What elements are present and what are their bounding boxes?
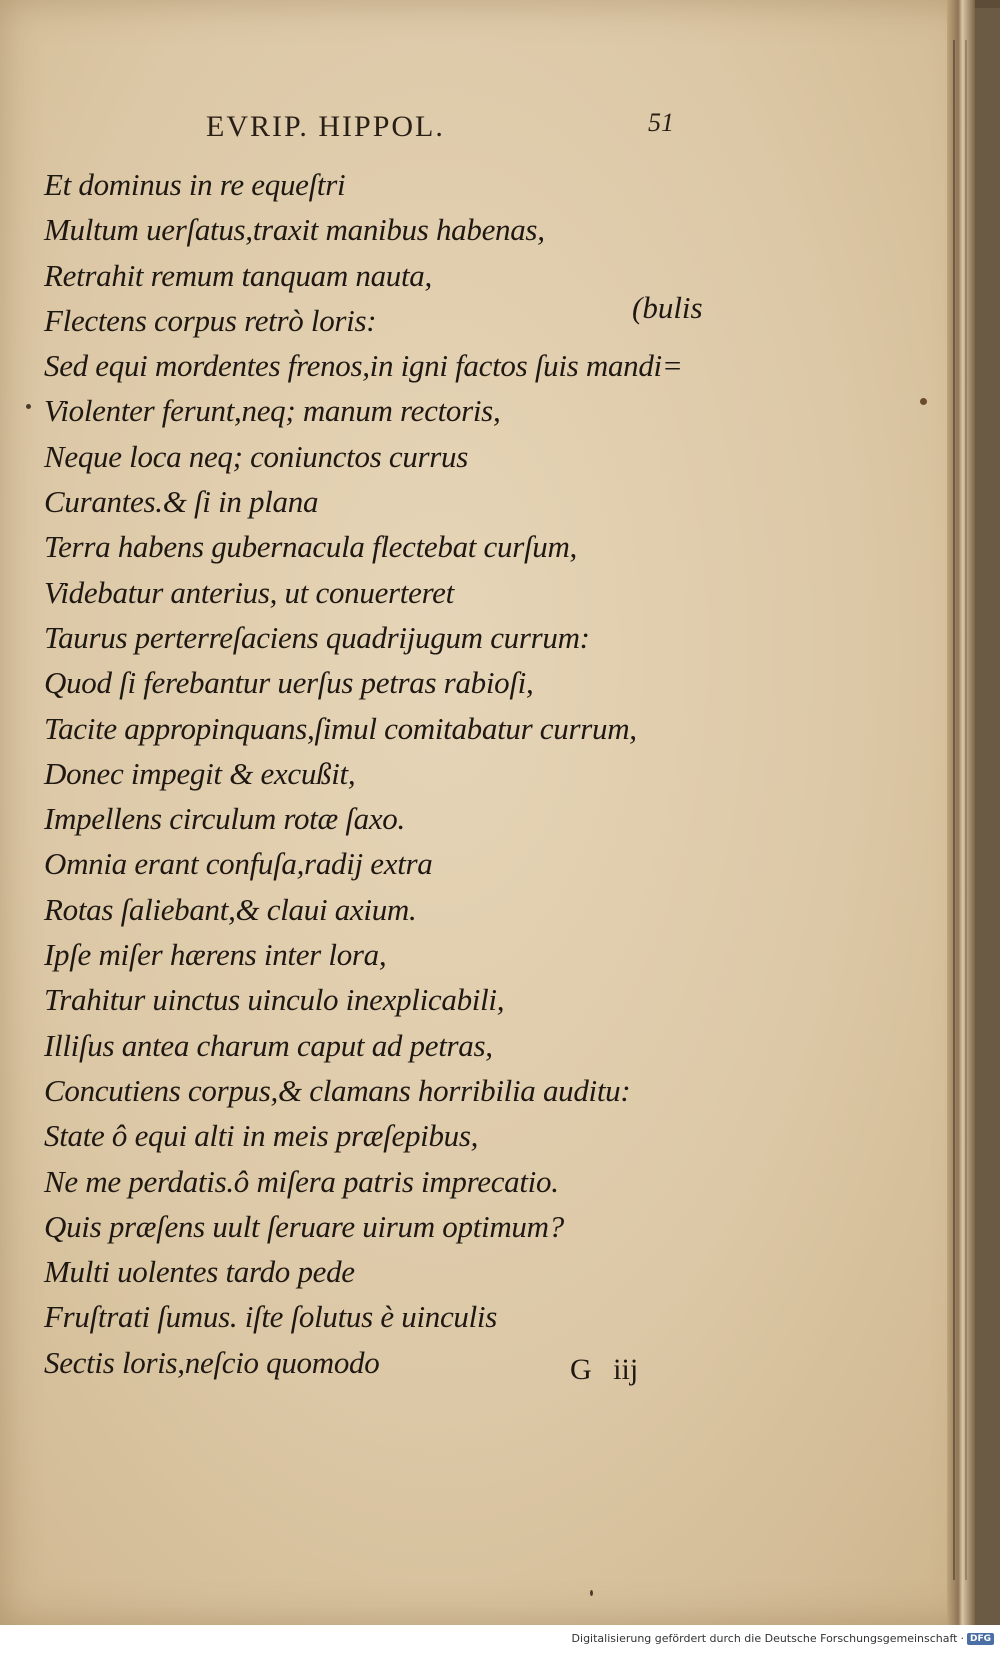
- verse-line: Rotas ſaliebant,& claui axium.: [44, 891, 417, 927]
- footer-credit: [572, 1632, 994, 1645]
- footer-credit-text: Digitalisierung gefördert durch die Deutsche Forschungsgemeinschaft: [571, 1632, 958, 1645]
- verse-line: Sectis loris,neſcio quomodo: [44, 1344, 380, 1380]
- verse-line: Curantes.& ſi in plana: [44, 484, 319, 520]
- verse-line: Illiſus antea charum caput ad petras,: [44, 1027, 493, 1063]
- verse-line: Tacite appropinquans,ſimul comitabatur currum,: [44, 710, 637, 746]
- margin-note: (bulis: [632, 290, 703, 325]
- verse-line: Fruſtrati ſumus. iſte ſolutus è uinculis: [44, 1299, 498, 1335]
- page-edge-lines: [953, 40, 967, 1580]
- verse-line: Terra habens gubernacula flectebat curſum,: [44, 529, 578, 565]
- footer-separator: ·: [960, 1632, 964, 1645]
- signature-mark: G iij: [570, 1353, 639, 1386]
- verse-line: Violenter ferunt,neq; manum rectoris,: [44, 393, 501, 429]
- verse-line: Sed equi mordentes frenos,in igni factos ſuis mandi=: [44, 348, 683, 384]
- verse-line: Quod ſi ferebantur uerſus petras rabioſi,: [44, 665, 534, 701]
- ink-speck: [920, 398, 927, 405]
- verse-line: Quis præſens uult ſeruare uirum optimum?: [44, 1208, 564, 1244]
- verse-line: Trahitur uinctus uinculo inexplicabili,: [44, 982, 505, 1018]
- verse-line: Donec impegit & excußit,: [44, 755, 356, 791]
- verse-text: [44, 162, 682, 1385]
- running-head: EVRIP. HIPPOL.: [206, 110, 445, 143]
- verse-line: Impellens circulum rotæ ſaxo.: [44, 801, 405, 837]
- verse-line: Ne me perdatis.ô miſera patris imprecatio.: [44, 1163, 559, 1199]
- verse-line: Neque loca neq; coniunctos currus: [44, 438, 469, 474]
- verse-line: Omnia erant confuſa,radij extra: [44, 846, 433, 882]
- ink-speck: [590, 1590, 593, 1596]
- verse-line: Taurus perterreſaciens quadrijugum currum:: [44, 619, 590, 655]
- ink-speck: [26, 404, 31, 409]
- verse-line: Et dominus in re equeſtri: [44, 167, 346, 202]
- verse-line: Retrahit remum tanquam nauta,: [44, 257, 432, 293]
- verse-line: Concutiens corpus,& clamans horribilia auditu:: [44, 1072, 631, 1108]
- verse-line: Multum uerſatus,traxit manibus habenas,: [44, 212, 545, 248]
- verse-line: State ô equi alti in meis præſepibus,: [44, 1118, 479, 1154]
- verse-line: Ipſe miſer hærens inter lora,: [44, 937, 387, 973]
- page-number: 51: [648, 108, 674, 137]
- verse-line: Multi uolentes tardo pede: [44, 1254, 355, 1290]
- verse-line: Videbatur anterius, ut conuerteret: [44, 574, 454, 610]
- dfg-logo: DFG: [967, 1633, 994, 1645]
- verse-line: Flectens corpus retrò loris:: [44, 302, 377, 338]
